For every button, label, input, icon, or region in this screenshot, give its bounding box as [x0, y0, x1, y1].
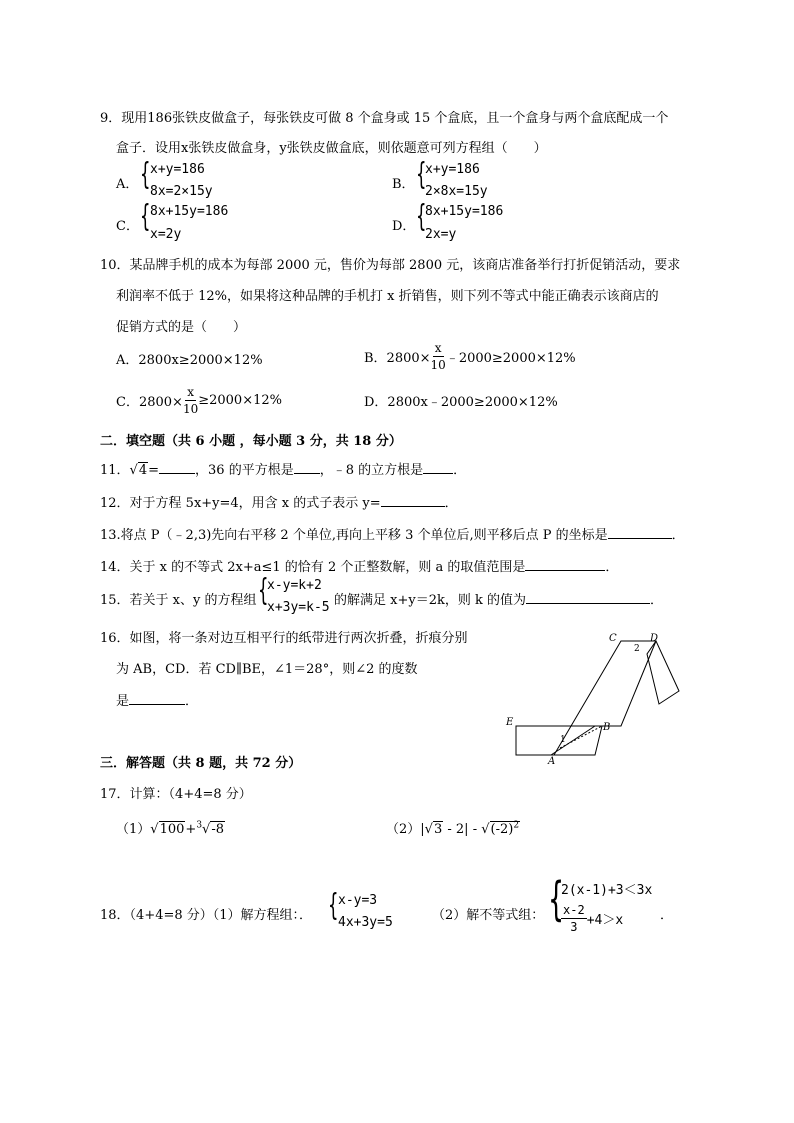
q9-option-b-label: B． [392, 177, 415, 192]
q9-line2: 盒子．设用x张铁皮做盒身，y张铁皮做盒底，则依题意可列方程组（ ） [116, 141, 547, 156]
q16-line1: 16．如图，将一条对边互相平行的纸带进行两次折叠，折痕分别 [100, 631, 468, 646]
q17-part2-radicand: 3 [433, 822, 443, 837]
q11-text-2: ，36 的平方根是 [195, 463, 294, 478]
q11-blank-3[interactable] [423, 462, 453, 474]
q17-part2-abs: | [420, 822, 425, 837]
q10-option-d: D．2800x﹣2000≥2000×12% [364, 395, 558, 410]
fraction [561, 902, 587, 935]
q10-option-c-pre: C．2800× [116, 395, 183, 410]
q17-part1-radicand-2: -8 [211, 822, 225, 837]
q16-blank[interactable] [129, 693, 185, 705]
q10-line3: 促销方式的是（ ） [116, 320, 247, 335]
brace-icon: { [416, 199, 427, 234]
q18-sys2-eq1: 2(x-1)+3＜3x [561, 883, 653, 898]
q12-text: 12．对于方程 5x+y=4，用含 x 的式子表示 y= [100, 496, 381, 511]
q14 [100, 556, 618, 575]
q11-text-3: ，﹣8 的立方根是 [319, 463, 424, 478]
q17-title: 17．计算：（4+4=8 分） [100, 787, 252, 802]
sqrt-icon: √ [481, 822, 490, 837]
q17-part1-label: （1） [116, 822, 151, 837]
label-c: C [609, 633, 617, 644]
brace-icon: { [140, 199, 151, 234]
q17-part1-plus: + [185, 822, 197, 837]
q15-end: ． [650, 593, 664, 608]
q11-equals: = [148, 463, 160, 478]
q9-option-b-eq2: 2×8x=15y [425, 184, 488, 199]
q17-part1 [116, 818, 225, 837]
fraction-numerator: x [187, 385, 194, 399]
q9-option-d-label: D． [392, 219, 416, 234]
q13-blank[interactable] [608, 527, 672, 539]
q11-end: ． [453, 463, 467, 478]
q14-blank[interactable] [525, 559, 605, 571]
fraction-denominator: 3 [570, 920, 578, 934]
fraction [431, 340, 446, 373]
q9-option-d-eq2: 2x=y [425, 227, 457, 242]
sqrt-icon: √ [129, 463, 138, 478]
fraction-denominator: 10 [430, 358, 446, 372]
q10-option-b [364, 340, 576, 373]
q18-sys2-eq2-rest: +4＞x [586, 913, 624, 928]
fraction [183, 384, 198, 417]
q10-option-c [116, 384, 282, 417]
q17-part2-label: （2） [386, 822, 421, 837]
brace-icon: { [416, 157, 427, 192]
q15-post: 的解满足 x+y＝2k，则 k 的值为 [334, 593, 526, 608]
q16-strip-left-edge [554, 641, 656, 755]
brace-icon: { [328, 888, 339, 923]
q12-end: ． [444, 496, 458, 511]
q14-end: ． [605, 560, 619, 575]
sqrt-icon: √ [202, 822, 211, 837]
label-angle-2: 2 [634, 644, 640, 654]
q9-option-c-label: C． [116, 219, 139, 234]
q17-part2-radicand-2 [490, 821, 521, 837]
q16-fold-line-ab [551, 726, 595, 755]
label-a: A [548, 756, 556, 767]
q15-post-wrap [334, 589, 663, 608]
q15-eq1: x-y=k+2 [267, 578, 322, 593]
q11-number: 11． [100, 463, 130, 478]
sqrt-icon: √ [424, 822, 433, 837]
q13-end: ． [671, 528, 685, 543]
q15-pre: 15．若关于 x、y 的方程组 [100, 593, 257, 608]
brace-icon: { [548, 872, 565, 926]
q17-part2 [386, 818, 520, 837]
q17-part2-rest: - 2| - [443, 822, 482, 837]
fraction-numerator: x-2 [563, 903, 585, 917]
brace-icon: { [258, 573, 269, 608]
q15-eq2: x+3y=k-5 [267, 600, 330, 615]
q18-sys2-eq2 [561, 902, 623, 935]
q17-part1-radicand: 100 [159, 822, 185, 837]
q9-option-a-eq1: x+y=186 [150, 162, 205, 177]
label-e: E [506, 717, 514, 728]
q11-blank-2[interactable] [294, 462, 320, 474]
q18-pre: 18．（4+4=8 分）（1）解方程组：． [100, 908, 313, 923]
q18-sys1-eq2: 4x+3y=5 [338, 915, 393, 930]
q10-option-a: A．2800x≥2000×12% [116, 353, 263, 368]
q16-end: ． [185, 694, 199, 709]
q9-option-a-eq2: 8x=2×15y [150, 184, 213, 199]
label-d: D [650, 633, 659, 644]
label-b: B [603, 722, 611, 733]
q9-option-c-eq1: 8x+15y=186 [150, 204, 229, 219]
q18-mid: （2）解不等式组： [432, 908, 545, 923]
q16-line3-text: 是 [116, 694, 130, 709]
q13-text: 13.将点 P（﹣2,3)先向右平移 2 个单位,再向上平移 3 个单位后,则平移后点 P 的坐标是 [100, 528, 608, 543]
q11-radicand: 4 [138, 463, 148, 478]
q10-line2: 利润率不低于 12%，如果将这种品牌的手机打 x 折销售，则下列不等式中能正确表示该商店的 [116, 289, 659, 304]
q9-line1: 9．现用186张铁皮做盒子，每张铁皮可做 8 个盒身或 15 个盒底，且一个盒身与两个盒底配成一个 [100, 111, 669, 126]
q15-blank[interactable] [526, 592, 650, 604]
section-3-title: 三．解答题（共 8 题，共 72 分） [100, 756, 302, 771]
q16-line3 [116, 690, 198, 709]
sqrt-icon: √ [150, 822, 159, 837]
q10-option-b-pre: B．2800× [364, 351, 431, 366]
fraction-denominator: 10 [182, 402, 199, 416]
q10-option-c-post: ≥2000×12% [198, 393, 282, 408]
q10-option-b-post: ﹣2000≥2000×12% [445, 351, 576, 366]
q18-sys1-eq1: x-y=3 [338, 893, 378, 908]
q17-part2-base: (-2) [490, 822, 514, 837]
section-2-title: 二．填空题（共 6 小题 ，每小题 3 分，共 18 分） [100, 434, 402, 449]
q11 [100, 459, 466, 478]
q9-option-c-eq2: x=2y [150, 227, 182, 242]
q16-figure [500, 628, 690, 768]
q18-end: ． [660, 908, 674, 923]
q11-blank-1[interactable] [159, 462, 195, 474]
q12-blank[interactable] [381, 495, 445, 507]
brace-icon: { [140, 157, 151, 192]
q17-part1-root-index: 3 [196, 820, 203, 831]
label-angle-1: 1 [560, 735, 566, 745]
fraction-numerator: x [434, 341, 442, 355]
q9-option-a-label: A． [116, 177, 139, 192]
q10-line1: 10．某品牌手机的成本为每部 2000 元，售价为每部 2800 元，该商店准备举行打折促销活动，要求 [100, 258, 681, 273]
q9-option-b-eq1: x+y=186 [425, 162, 480, 177]
q9-option-d-eq1: 8x+15y=186 [425, 204, 504, 219]
q13 [100, 524, 685, 543]
q12 [100, 492, 458, 511]
q14-text: 14．关于 x 的不等式 2x+a≤1 的恰有 2 个正整数解，则 a 的取值范围是 [100, 560, 526, 575]
q17-part2-exponent: 2 [513, 820, 520, 831]
q16-line2: 为 AB，CD．若 CD∥BE，∠1＝28°，则∠2 的度数 [116, 662, 418, 677]
